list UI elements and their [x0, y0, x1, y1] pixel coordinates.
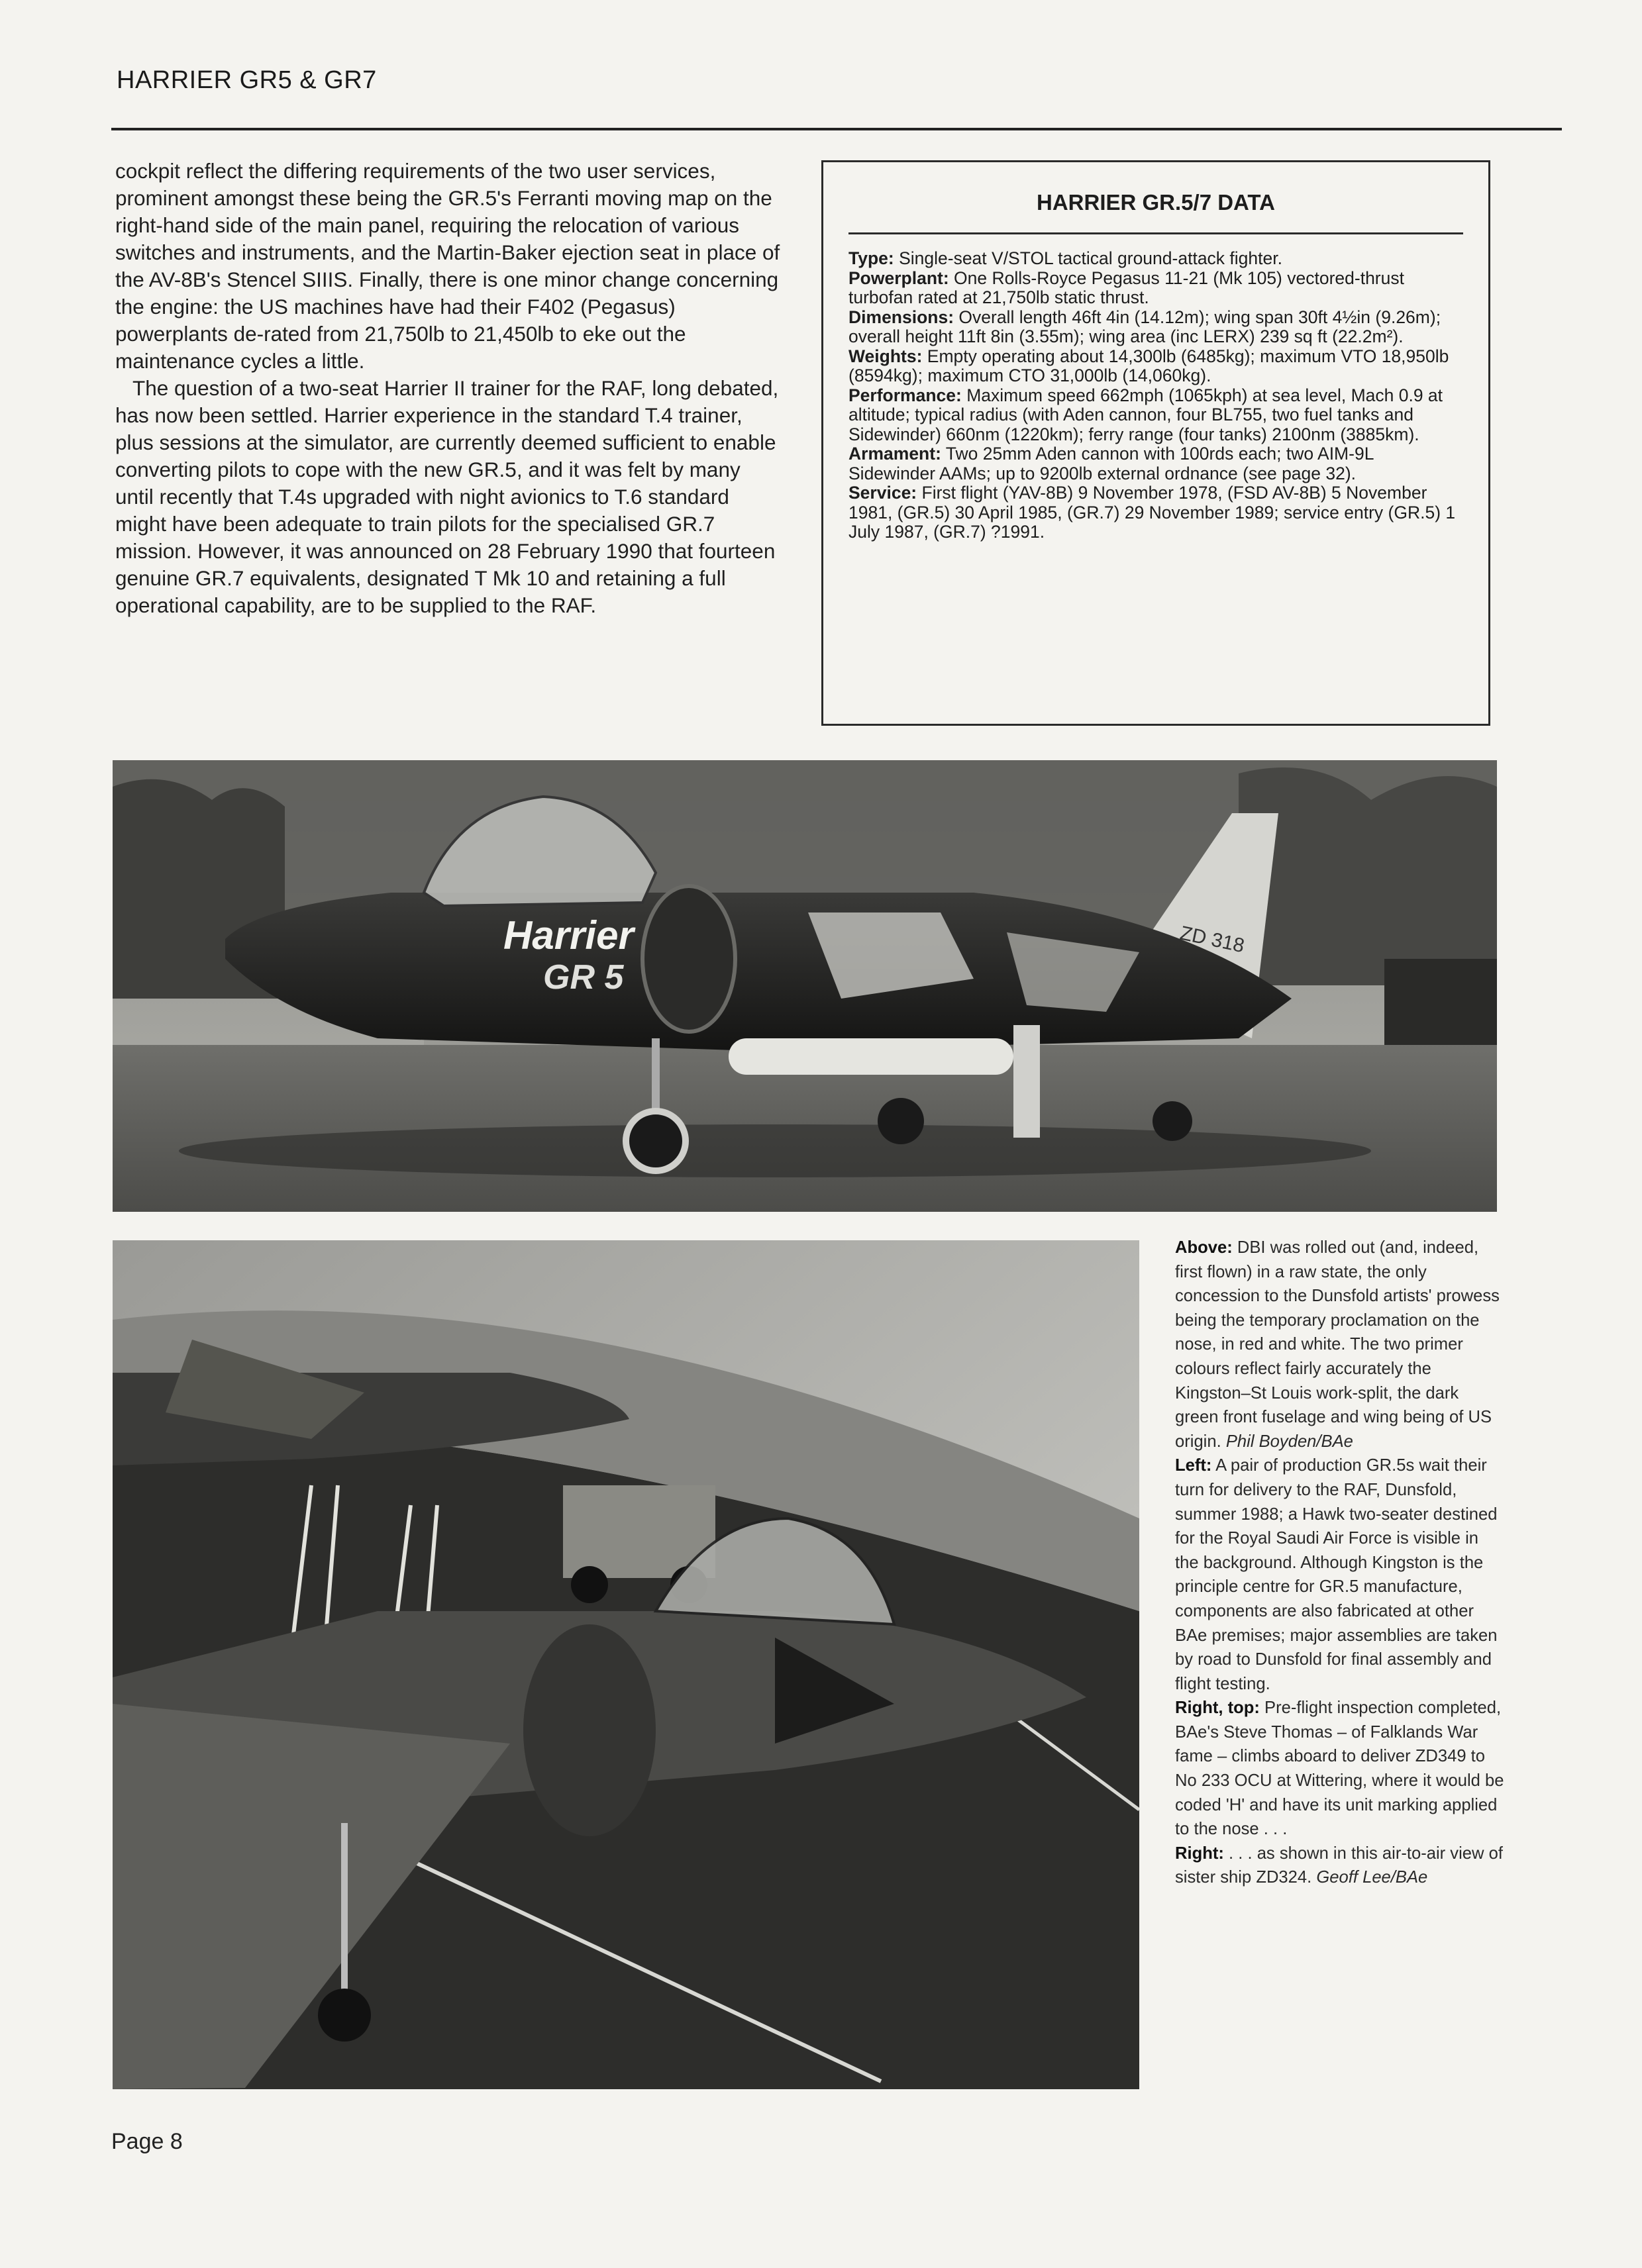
caption-label: Left:: [1175, 1456, 1212, 1475]
spec-value: Single-seat V/STOL tactical ground-attack fighter.: [894, 248, 1282, 268]
tail-serial: ZD 318: [1178, 922, 1247, 958]
spec-dimensions: [848, 308, 1463, 347]
caption-label: Above:: [1175, 1238, 1233, 1257]
body-paragraph: The question of a two-seat Harrier II trainer for the RAF, long debated, has now been settled. Harrier experience in the standard T.4 trainer, plus sessions at the simulator, are currently deemed sufficient to enable converting pilots to cope with the new GR.5, and it was felt by many until recently that T.4s upgraded with night avionics to T.6 standard might have been adequate to train pilots for the specialised GR.7 mission. However, it was announced on 28 February 1990 that fourteen genuine GR.7 equivalents, designated T Mk 10 and retaining a full operational capability, are to be supplied to the RAF.: [115, 376, 779, 617]
spec-label: Dimensions:: [848, 307, 954, 327]
spec-value: First flight (YAV-8B) 9 November 1978, (FSD AV-8B) 5 November 1981, (GR.5) 30 April 1985, (GR.7) 29 November 1989; service entry (GR.5) 1 July 1987, (GR.7) ?1991.: [848, 483, 1456, 542]
photo-captions: [1175, 1236, 1506, 1890]
photo-harrier-gr5-rollout-image: [113, 760, 1497, 1212]
caption-label: Right:: [1175, 1844, 1224, 1863]
data-box-rule: [848, 232, 1463, 234]
spec-value: Empty operating about 14,300lb (6485kg); maximum VTO 18,950lb (8594kg); maximum CTO 31,000lb (14,060kg).: [848, 346, 1449, 385]
spec-label: Service:: [848, 483, 917, 503]
photo-production-gr5s-image: [113, 1240, 1139, 2089]
caption-label: Right, top:: [1175, 1699, 1260, 1718]
spec-label: Powerplant:: [848, 268, 949, 288]
caption-credit: Phil Boyden/BAe: [1225, 1432, 1353, 1451]
spec-type: [848, 249, 1463, 269]
spec-value: Maximum speed 662mph (1065kph) at sea level, Mach 0.9 at altitude; typical radius (with Aden cannon, four BL755, two fuel tanks and Sidewinder) 660nm (1220km); ferry range (four tanks) 2100nm (3885km).: [848, 385, 1443, 444]
caption-above: [1175, 1236, 1506, 1454]
nose-text-harrier: Harrier: [503, 913, 634, 958]
photo-production-gr5s: [113, 1240, 1139, 2089]
caption-text: A pair of production GR.5s wait their turn for delivery to the RAF, Dunsfold, summer 1988; a Hawk two-seater destined for the Royal Saudi Air Force is visible in the background. Although Kingston is the principle centre for GR.5 manufacture, components are also fabricated at other BAe premises; major assemblies are taken by road to Dunsfold for final assembly and flight testing.: [1175, 1456, 1498, 1693]
spec-label: Performance:: [848, 385, 962, 405]
spec-powerplant: [848, 269, 1463, 308]
nose-text-gr5: GR 5: [543, 958, 624, 997]
running-header: HARRIER GR5 & GR7: [117, 66, 377, 94]
caption-text: DBI was rolled out (and, indeed, first flown) in a raw state, the only concession to the Dunsfold artists' prowess being the temporary proclamation on the nose, in red and white. The two primer colours reflect fairly accurately the Kingston–St Louis work-split, the dark green front fuselage and wing being of US origin.: [1175, 1238, 1500, 1451]
header-rule: [111, 128, 1562, 130]
spec-value: One Rolls-Royce Pegasus 11-21 (Mk 105) vectored-thrust turbofan rated at 21,750lb static thrust.: [848, 268, 1404, 307]
caption-right-top: [1175, 1696, 1506, 1842]
spec-armament: [848, 444, 1463, 483]
caption-left: [1175, 1454, 1506, 1696]
specification-data-box: [821, 160, 1490, 726]
spec-label: Armament:: [848, 444, 941, 464]
spec-value: Overall length 46ft 4in (14.12m); wing span 30ft 4½in (9.26m); overall height 11ft 8in (3.55m); wing area (inc LERX) 239 sq ft (22.2m²).: [848, 307, 1441, 346]
spec-performance: [848, 386, 1463, 445]
caption-credit: Geoff Lee/BAe: [1316, 1868, 1428, 1887]
spec-value: Two 25mm Aden cannon with 100rds each; two AIM-9L Sidewinder AAMs; up to 9200lb external ordnance (see page 32).: [848, 444, 1374, 483]
body-paragraph: cockpit reflect the differing requirements of the two user services, prominent amongst these being the GR.5's Ferranti moving map on the right-hand side of the main panel, requiring the relocation of various switches and instruments, and the Martin-Baker ejection seat in place of the AV-8B's Stencel SIIIS. Finally, there is one minor change concerning the engine: the US machines have had their F402 (Pegasus) powerplants de-rated from 21,750lb to 21,450lb to eke out the maintenance cycles a little.: [115, 159, 780, 373]
caption-right: [1175, 1842, 1506, 1890]
body-text-column: [115, 158, 783, 619]
caption-text: . . . as shown in this air-to-air view of sister ship ZD324.: [1175, 1844, 1503, 1887]
photo-harrier-gr5-rollout: [113, 760, 1497, 1212]
spec-weights: [848, 347, 1463, 386]
spec-service: [848, 483, 1463, 542]
caption-text: Pre-flight inspection completed, BAe's Steve Thomas – of Falklands War fame – climbs aboard to deliver ZD349 to No 233 OCU at Wittering, where it would be coded 'H' and have its unit marking applied to the nose . . .: [1175, 1699, 1504, 1839]
spec-label: Weights:: [848, 346, 923, 366]
page-number: Page 8: [111, 2129, 183, 2154]
data-box-title: HARRIER GR.5/7 DATA: [1037, 190, 1275, 215]
spec-label: Type:: [848, 248, 894, 268]
